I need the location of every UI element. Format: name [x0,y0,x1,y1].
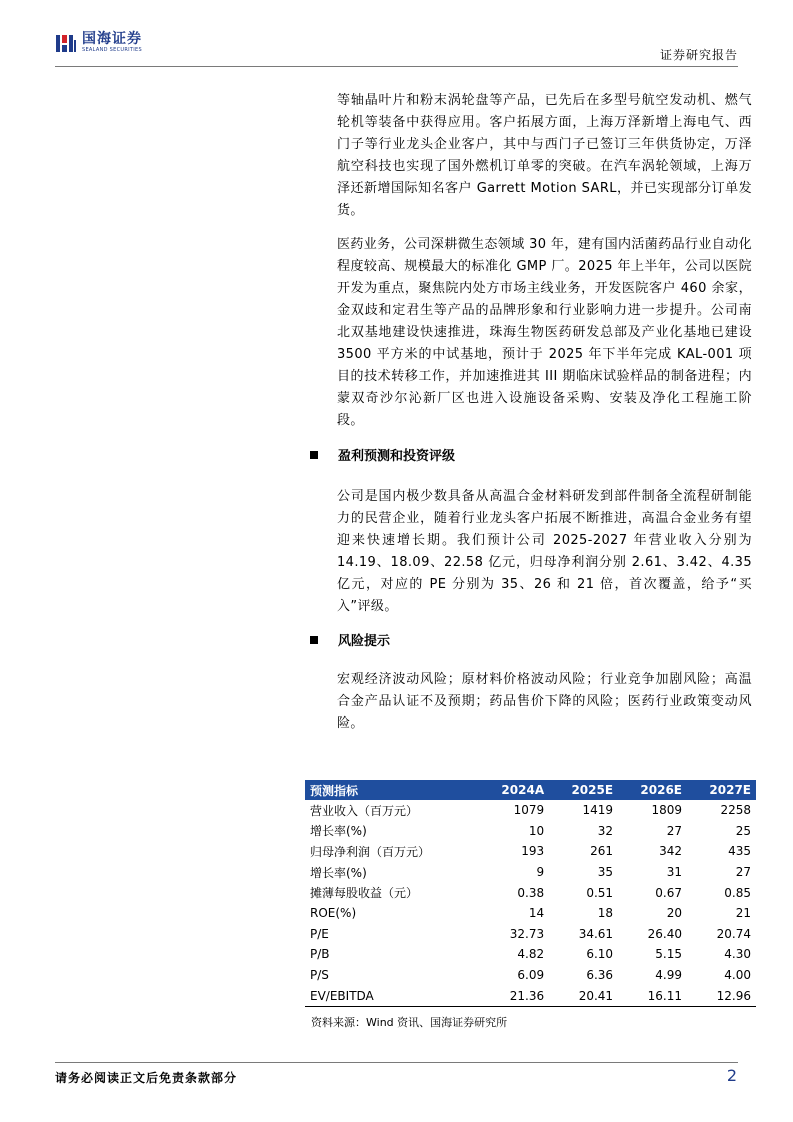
table-cell: 5.15 [655,947,683,962]
sealand-logo-icon [55,32,77,54]
table-cell: 营业收入（百万元） [310,803,419,818]
table-cell: 4.99 [655,968,683,983]
table-row [305,882,756,903]
table-cell: 摊薄每股收益（元） [310,886,419,901]
table-cell: 2258 [720,803,751,818]
table-cell: 10 [528,823,545,838]
table-cell: 14 [528,906,545,921]
table-cell: P/B [310,947,330,962]
table-header-row [305,780,756,800]
column-header: 预测指标 [305,780,479,800]
paragraph-earnings-forecast: 公司是国内极少数具备从高温合金材料研发到部件制备全流程研制能力的民营企业，随着行业龙头客户拓展不断推进，高温合金业务有望迎来快速增长期。我们预计公司 2025-2027 年营业收入分别为 14.19、18.09、22.58 亿元，归母净利润分别 2.61、3.42、4.35 亿元，对应的 PE 分别为 35、26 和 21 倍，首次覆盖，给予“买入”评级。 [337,489,752,614]
table-row [305,841,756,862]
table-cell: 4.00 [724,968,751,983]
column-header: 2024A [479,780,549,800]
table-cell: P/E [310,926,329,941]
page-header [55,28,738,68]
table-row [305,903,756,924]
table-cell: 4.82 [517,947,545,962]
table-cell: 31 [666,865,683,880]
table-cell: 34.61 [578,926,614,941]
table-cell: 193 [521,844,545,859]
section-title: 风险提示 [338,634,391,649]
table-cell: ROE(%) [310,906,357,921]
table-cell: 0.51 [586,885,614,900]
table-row [305,800,756,821]
table-row [305,985,756,1006]
table-cell: 32 [597,823,614,838]
table-cell: 20.74 [716,926,751,941]
table-cell: 25 [735,823,751,838]
table-cell: 增长率(%) [310,824,367,839]
logo-name-cn: 国海证券 [82,31,142,47]
table-row [305,965,756,986]
paragraph-pharma-business: 医药业务，公司深耕微生态领域 30 年，建有国内活菌药品行业自动化程度较高、规模最大的标准化 GMP 厂。2025 年上半年，公司以医院开发为重点，聚焦院内处方市场主线业务，开发医院客户 460 余家，金双歧和定君生等产品的品牌形象和行业影响力进一步提升。公司南北双基地建设快速推进，珠海生物医药研发总部及产业化基地已建设 3500 平方米的中试基地，预计于 2025 年下半年完成 KAL-001 项目的技术转移工作，并加速推进其 III 期临床试验样品的制备进程；内蒙双奇沙尔沁新厂区也进入设施设备采购、安装及净化工程施工阶段。 [337,237,753,428]
table-cell: 261 [590,844,614,859]
section-heading-risk [310,630,390,649]
section-heading-earnings-forecast [310,445,455,464]
section-title: 盈利预测和投资评级 [338,449,456,464]
table-cell: EV/EBITDA [305,985,479,1006]
paragraph-risk-warning: 宏观经济波动风险；原材料价格波动风险；行业竞争加剧风险；高温合金产品认证不及预期；药品售价下降的风险；医药行业政策变动风险。 [337,672,752,731]
disclaimer-note: 请务必阅读正文后免责条款部分 [55,1071,238,1085]
column-header: 2025E [549,780,618,800]
table-cell: 32.73 [509,926,545,941]
table-cell: 9 [536,865,545,880]
sealand-logo [55,32,142,54]
page-number: 2 [726,1066,737,1085]
table-source-note: 资料来源：Wind 资讯、国海证券研究所 [311,1016,508,1029]
table-cell: 1419 [582,803,614,818]
table-cell: 21 [735,906,751,921]
table-cell: 342 [659,844,683,859]
table-cell: 435 [728,844,751,859]
table-row [305,821,756,842]
table-cell: 27 [666,823,683,838]
table-cell: 6.09 [517,968,545,983]
table-cell: 26.40 [647,926,683,941]
table-row [305,862,756,883]
table-cell: 1079 [513,803,545,818]
column-header: 2026E [618,780,687,800]
table-cell: 6.10 [586,947,614,962]
square-bullet-icon [310,636,318,644]
table-cell: 20.41 [549,985,618,1006]
table-cell: 35 [597,865,614,880]
paragraph-aviation-business: 等轴晶叶片和粉末涡轮盘等产品，已先后在多型号航空发动机、燃气轮机等装备中获得应用。客户拓展方面，上海万泽新增上海电气、西门子等行业龙头企业客户，其中与西门子已签订三年供货协定，万泽航空科技也实现了国外燃机订单零的突破。在汽车涡轮领域，上海万泽还新增国际知名客户 Garrett Motion SARL，并已实现部分订单发货。 [337,93,752,218]
forecast-table [305,780,756,1007]
table-cell: 27 [735,865,751,880]
table-cell: 20 [666,906,683,921]
table-cell: 0.85 [724,885,751,900]
square-bullet-icon [310,451,318,459]
table-row [305,944,756,965]
footer-divider [55,1062,738,1063]
table-cell: 16.11 [618,985,687,1006]
table-cell: 1809 [651,803,683,818]
table-cell: 4.30 [724,947,751,962]
column-header: 2027E [687,780,756,800]
table-cell: 6.36 [586,968,614,983]
table-cell: 归母净利润（百万元） [310,844,431,859]
header-divider [55,66,738,67]
table-cell: 21.36 [479,985,549,1006]
logo-name-en: SEALAND SECURITIES [82,47,142,53]
table-cell: 增长率(%) [310,865,367,880]
table-cell: 0.67 [655,885,683,900]
table-cell: 12.96 [687,985,756,1006]
table-cell: P/S [310,968,329,983]
table-cell: 0.38 [517,885,545,900]
table-cell: 18 [597,906,614,921]
table-row [305,924,756,945]
report-type-label: 证券研究报告 [659,48,738,62]
